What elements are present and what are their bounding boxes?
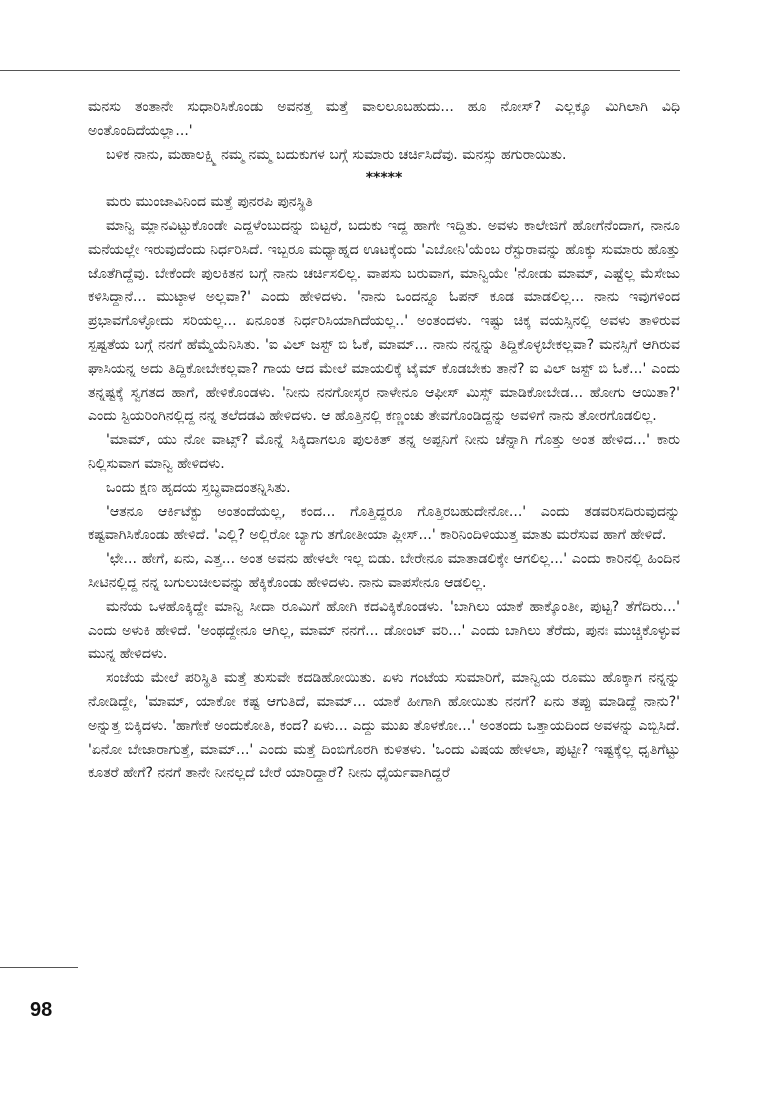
page-body — [88, 96, 680, 786]
paragraph: 'ಆತನೂ ಆರ್ಕಿಟೆಕ್ಟು ಅಂತಂದೆಯಲ್ಲ, ಕಂದ... ಗೊತ್ತಿದ್ದರೂ ಗೊತ್ತಿರಬಹುದೇನೋ...' ಎಂದು ತಡವರಿಸದಿರುವುದನ್ನು ಕಷ್ಟವಾಗಿಸಿಕೊಂಡು ಹೇಳಿದೆ. 'ಎಲ್ಲಿ? ಅಲ್ಲಿರೋ ಬ್ಯಾಗು ತಗೋತೀಯಾ ಪ್ಲೀಸ್...' ಕಾರಿನಿಂದಿಳಿಯುತ್ತ ಮಾತು ಮರೆಸುವ ಹಾಗೆ ಹೇಳಿದೆ. — [88, 503, 680, 544]
paragraph-continued: ಮನಸು ತಂತಾನೇ ಸುಧಾರಿಸಿಕೊಂಡು ಅವನತ್ತ ಮತ್ತೆ ವಾಲಲೂಬಹುದು... ಹೂ ನೋಸ್? ಎಲ್ಲಕ್ಕೂ ಮಿಗಿಲಾಗಿ ವಿಧಿ ಅಂತೊಂದಿದೆಯಲ್ಲಾ...' — [88, 99, 680, 139]
paragraph: 'ಛೇ... ಹೇಗೆ, ಏನು, ಎತ್ತ... ಅಂತ ಅವನು ಹೇಳಲೇ ಇಲ್ಲ ಬಿಡು. ಬೇರೇನೂ ಮಾತಾಡಲಿಕ್ಕೇ ಆಗಲಿಲ್ಲ...' ಎಂದು ಕಾರಿನಲ್ಲಿ ಹಿಂದಿನ ಸೀಟಿನಲ್ಲಿದ್ದ ನನ್ನ ಬಗುಲುಚೀಲವನ್ನು ಹೆಕ್ಕಿಕೊಂಡು ಹೇಳಿದಳು. ನಾನು ವಾಪಸೇನೂ ಆಡಲಿಲ್ಲ. — [88, 551, 680, 591]
paragraph: ಮನೆಯ ಒಳಹೊಕ್ಕಿದ್ದೇ ಮಾನ್ವಿ ಸೀದಾ ರೂಮಿಗೆ ಹೋಗಿ ಕದವಿಕ್ಕಿಕೊಂಡಳು. 'ಬಾಗಿಲು ಯಾಕೆ ಹಾಕ್ಕೊಂತೀ, ಪುಟ್ಟ? ತೆಗೆದಿರು...' ಎಂದು ಅಳುಕಿ ಹೇಳಿದೆ. 'ಅಂಥದ್ದೇನೂ ಆಗಿಲ್ಲ, ಮಾಮ್ ನನಗೆ... ಡೋಂಟ್ ವರಿ...' ಎಂದು ಬಾಗಿಲು ತೆರೆದು, ಪುನಃ ಮುಚ್ಚಿಕೊಳ್ಳುವ ಮುನ್ನ ಹೇಳಿದಳು. — [88, 598, 680, 663]
top-rule — [0, 70, 680, 71]
bottom-rule — [0, 967, 78, 968]
paragraph: ಮಾನ್ವಿ ಮ್ಲಾನವಿಟ್ಟುಕೊಂಡೇ ಎದ್ದಳೆಂಬುದನ್ನು ಬಿಟ್ಟರೆ, ಬದುಕು ಇದ್ದ ಹಾಗೇ ಇದ್ದಿತು. ಅವಳು ಕಾಲೇಜಿಗೆ ಹೋಗೆನೆಂದಾಗ, ನಾನೂ ಮನೆಯಲ್ಲೇ ಇರುವುದೆಂದು ನಿರ್ಧರಿಸಿದೆ. ಇಬ್ಬರೂ ಮಧ್ಯಾಹ್ನದ ಊಟಕ್ಕೆಂದು 'ಎಬೋನಿ'ಯೆಂಬ ರೆಸ್ಟುರಾವನ್ನು ಹೊಕ್ಕು ಸುಮಾರು ಹೊತ್ತು ಜೊತೆಗಿದ್ದೆವು. ಬೇಕೆಂದೇ ಪುಲಕಿತನ ಬಗ್ಗೆ ನಾನು ಚರ್ಚಿಸಲಿಲ್ಲ. ವಾಪಸು ಬರುವಾಗ, ಮಾನ್ವಿಯೇ 'ನೋಡು ಮಾಮ್, ಎಷ್ಟೆಲ್ಲ ಮೆಸೇಜು ಕಳಿಸಿದ್ದಾನೆ... ಮುಟ್ಠಾಳ ಅಲ್ಲವಾ?' ಎಂದು ಹೇಳಿದಳು. 'ನಾನು ಒಂದನ್ನೂ ಓಪನ್ ಕೂಡ ಮಾಡಲಿಲ್ಲ... ನಾನು ಇವುಗಳಿಂದ ಪ್ರಭಾವಗೊಳ್ಳೋದು ಸರಿಯಲ್ಲ... ಏನೂಂತ ನಿರ್ಧರಿಸಿಯಾಗಿದೆಯಲ್ಲ..' ಅಂತಂದಳು. ಇಷ್ಟು ಚಿಕ್ಕ ವಯಸ್ಸಿನಲ್ಲಿ ಅವಳು ತಾಳಿರುವ ಸ್ಪಷ್ಟತೆಯ ಬಗ್ಗೆ ನನಗೆ ಹೆಮ್ಮೆಯೆನಿಸಿತು. 'ಐ ವಿಲ್ ಜಸ್ಟ್ ಬಿ ಓಕೆ, ಮಾಮ್... ನಾನು ನನ್ನನ್ನು ತಿದ್ದಿಕೊಳ್ಳಬೇಕಲ್ಲವಾ? ಮನಸ್ಸಿಗೆ ಆಗಿರುವ ಘಾಸಿಯನ್ನ ಅದು ತಿದ್ದಿಕೋಬೇಕಲ್ಲವಾ? ಗಾಯ ಆದ ಮೇಲೆ ಮಾಯಲಿಕ್ಕೆ ಟೈಮ್ ಕೊಡಬೇಕು ತಾನೆ? ಐ ವಿಲ್ ಜಸ್ಟ್ ಬಿ ಓಕೆ...' ಎಂದು ತನ್ನಷ್ಟಕ್ಕೆ ಸ್ವಗತದ ಹಾಗೆ, ಹೇಳಿಕೊಂಡಳು. 'ನೀನು ನನಗೋಸ್ಕರ ನಾಳೇನೂ ಆಫೀಸ್ ಮಿಸ್ಸ್ ಮಾಡಿಕೋಬೇಡ... ಹೋಗು ಆಯಿತಾ?' ಎಂದು ಸ್ಟಿಯರಿಂಗಿನಲ್ಲಿದ್ದ ನನ್ನ ತಲೆದಡವಿ ಹೇಳಿದಳು. ಆ ಹೊತ್ತಿನಲ್ಲಿ ಕಣ್ಣಂಚು ತೇವಗೊಂಡಿದ್ದನ್ನು ಅವಳಿಗೆ ನಾನು ತೋರಗೊಡಲಿಲ್ಲ. — [88, 217, 680, 425]
paragraph: ಸಂಜೆಯ ಮೇಲೆ ಪರಿಸ್ಥಿತಿ ಮತ್ತೆ ತುಸುವೇ ಕದಡಿಹೋಯಿತು. ಏಳು ಗಂಟೆಯ ಸುಮಾರಿಗೆ, ಮಾನ್ವಿಯ ರೂಮು ಹೊಕ್ಕಾಗ ನನ್ನನ್ನು ನೋಡಿದ್ದೇ, 'ಮಾಮ್, ಯಾಕೋ ಕಷ್ಟ ಆಗುತಿದೆ, ಮಾಮ್... ಯಾಕೆ ಹೀಗಾಗಿ ಹೋಯಿತು ನನಗೆ? ಏನು ತಪ್ಪು ಮಾಡಿದ್ದೆ ನಾನು?' ಅನ್ನುತ್ತ ಬಿಕ್ಕಿದಳು. 'ಹಾಗೇಕೆ ಅಂದುಕೋತಿ, ಕಂದ? ಏಳು... ಎದ್ದು ಮುಖ ತೊಳಕೋ...' ಅಂತಂದು ಒತ್ತಾಯದಿಂದ ಅವಳನ್ನು ಎಬ್ಬಿಸಿದೆ. 'ಏನೋ ಬೇಜಾರಾಗುತ್ತೆ, ಮಾಮ್...' ಎಂದು ಮತ್ತೆ ದಿಂಬಿಗೊರಗಿ ಕುಳಿತಳು. 'ಒಂದು ವಿಷಯ ಹೇಳಲಾ, ಪುಟ್ಟೀ? ಇಷ್ಟಕ್ಕೆಲ್ಲ ಧೃತಿಗೆಟ್ಟು ಕೂತರೆ ಹೇಗೆ? ನನಗೆ ತಾನೇ ನೀನಲ್ಲದೆ ಬೇರೆ ಯಾರಿದ್ದಾರೆ? ನೀನು ಧೈರ್ಯವಾಗಿದ್ದರೆ — [88, 670, 680, 782]
paragraph: ಒಂದು ಕ್ಷಣ ಹೃದಯ ಸ್ತಬ್ಧವಾದಂತನ್ನಿಸಿತು. — [106, 479, 291, 496]
paragraph: 'ಮಾಮ್, ಯು ನೋ ವಾಟ್ಸ್? ಮೊನ್ನೆ ಸಿಕ್ಕಿದಾಗಲೂ ಪುಲಕಿತ್ ತನ್ನ ಅಪ್ಪನಿಗೆ ನೀನು ಚೆನ್ನಾಗಿ ಗೊತ್ತು ಅಂತ ಹೇಳಿದ...' ಕಾರು ನಿಲ್ಲಿಸುವಾಗ ಮಾನ್ವಿ ಹೇಳಿದಳು. — [88, 432, 680, 472]
paragraph: ಬಳಿಕ ನಾನು, ಮಹಾಲಕ್ಷ್ಮಿ ನಮ್ಮ ನಮ್ಮ ಬದುಕುಗಳ ಬಗ್ಗೆ ಸುಮಾರು ಚರ್ಚಿಸಿದೆವು. ಮನಸ್ಸು ಹಗುರಾಯಿತು. — [106, 146, 567, 163]
page-number: 98 — [30, 999, 53, 1021]
paragraph: ಮರು ಮುಂಜಾವಿನಿಂದ ಮತ್ತೆ ಪುನರಪಿ ಪುನಸ್ಥಿತಿ — [106, 194, 313, 211]
section-separator: ***** — [365, 170, 403, 187]
